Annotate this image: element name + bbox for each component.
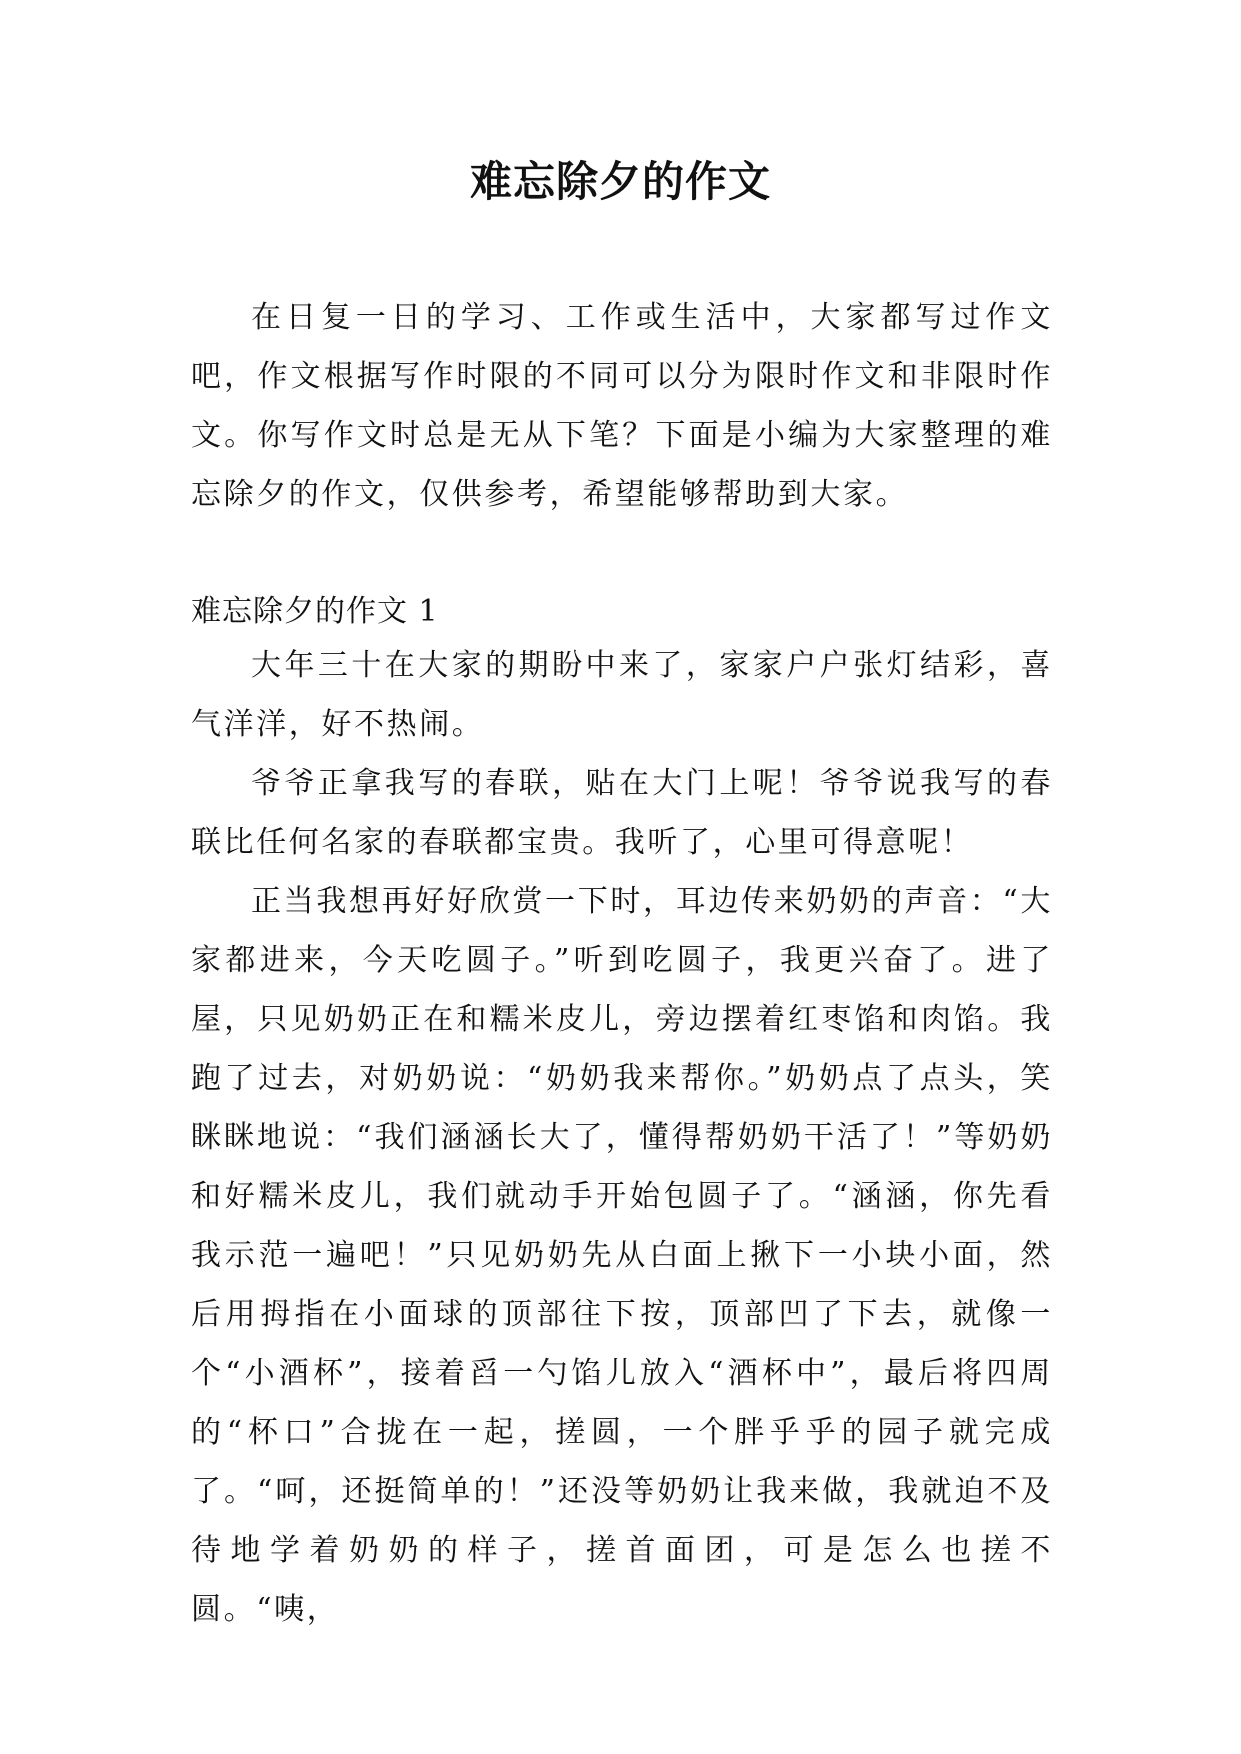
document-title: 难忘除夕的作文 (469, 157, 771, 206)
section-heading: 难忘除夕的作文 1 (191, 594, 439, 629)
story-paragraph-1: 大年三十在大家的期盼中来了，家家户户张灯结彩，喜气洋洋，好不热闹。 (191, 648, 1053, 742)
story-paragraph-2: 爷爷正拿我写的春联，贴在大门上呢！爷爷说我写的春联比任何名家的春联都宝贵。我听了，心里可得意呢！ (191, 766, 1053, 860)
story-section (191, 636, 1053, 1639)
story-paragraph-3: 正当我想再好好欣赏一下时，耳边传来奶奶的声音：“大家都进来，今天吃圆子。”听到吃圆子，我更兴奋了。进了屋，只见奶奶正在和糯米皮儿，旁边摆着红枣馅和肉馅。我跑了过去，对奶奶说：“奶奶我来帮你。”奶奶点了点头，笑眯眯地说：“我们涵涵长大了，懂得帮奶奶干活了！”等奶奶和好糯米皮儿，我们就动手开始包圆子了。“涵涵，你先看我示范一遍吧！”只见奶奶先从白面上揪下一小块小面，然后用拇指在小面球的顶部往下按，顶部凹了下去，就像一个“小酒杯”，接着舀一勺馅儿放入“酒杯中”，最后将四周的“杯口”合拢在一起，搓圆，一个胖乎乎的园子就完成了。“呵，还挺简单的！”还没等奶奶让我来做，我就迫不及待地学着奶奶的样子，搓首面团，可是怎么也搓不圆。“咦， (191, 884, 1053, 1627)
intro-paragraph: 在日复一日的学习、工作或生活中，大家都写过作文吧，作文根据写作时限的不同可以分为限时作文和非限时作文。你写作文时总是无从下笔？下面是小编为大家整理的难忘除夕的作文，仅供参考，希望能够帮助到大家。 (191, 300, 1053, 512)
intro-section (191, 288, 1053, 524)
